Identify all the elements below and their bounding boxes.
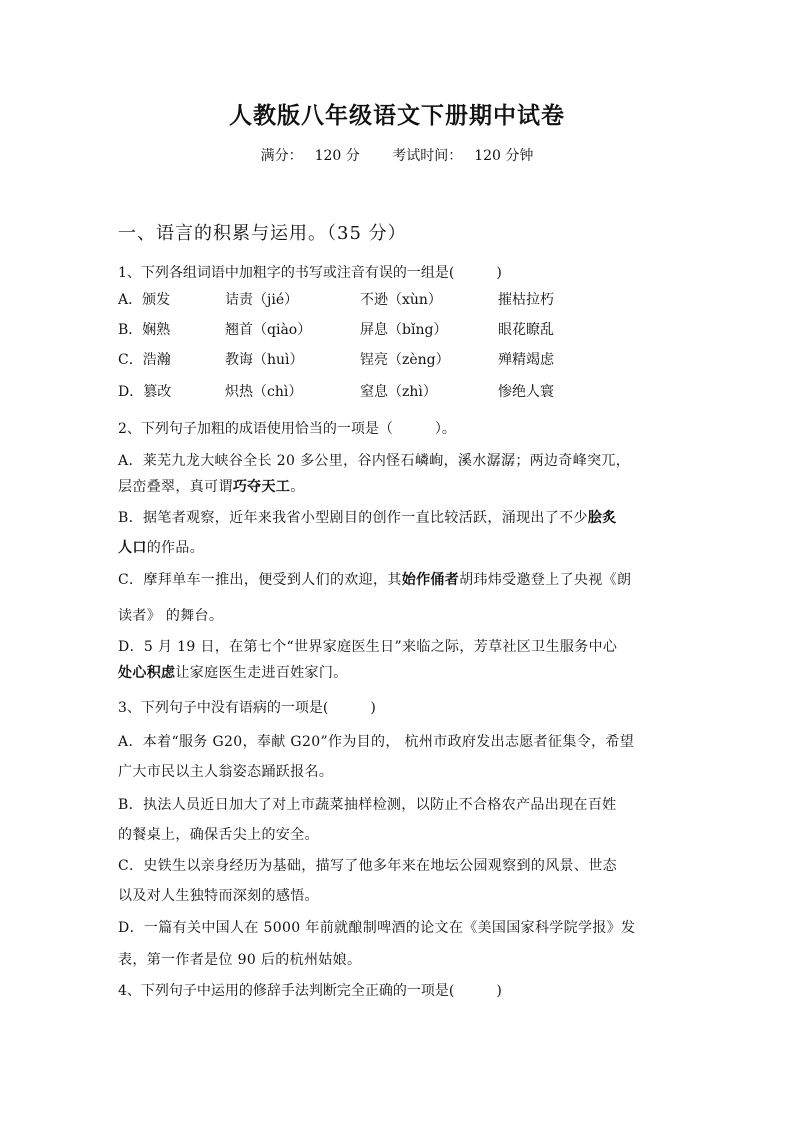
question-3-option-b-line2: 的餐桌上，确保舌尖上的安全。 bbox=[118, 827, 319, 843]
question-2-stem: 2、下列句子加粗的成语使用恰当的一项是（ ）。 bbox=[118, 421, 456, 437]
word-item: 诘责（jié） bbox=[225, 292, 299, 308]
option-label: A．颁发 bbox=[118, 292, 171, 308]
question-2-option-b-line2 bbox=[118, 537, 204, 557]
question-4-stem: 4、下列句子中运用的修辞手法判断完全正确的一项是( ) bbox=[118, 983, 502, 999]
question-3-option-a-line1: A．本着“服务 G20，奉献 G20”作为目的， 杭州市政府发出志愿者征集令，希望 bbox=[118, 734, 635, 750]
question-3-option-a-line2: 广大市民以主人翁姿态踊跃报名。 bbox=[118, 764, 334, 780]
word-item: 屏息（bǐng） bbox=[360, 322, 448, 338]
text: 的作品。 bbox=[146, 540, 205, 556]
bold-idiom: 人口 bbox=[118, 540, 147, 556]
word-item: 锃亮（zèng） bbox=[360, 352, 450, 368]
question-1-row-d bbox=[118, 381, 678, 401]
question-3-option-b-line1: B．执法人员近日加大了对上市蔬菜抽样检测，以防止不合格农产品出现在百姓 bbox=[118, 797, 617, 813]
question-2-option-d-line2 bbox=[118, 662, 348, 682]
text: 胡玮炜受邀登上了央视《朗 bbox=[459, 572, 632, 588]
word-item: 不逊（xùn） bbox=[360, 292, 442, 308]
word-item: 炽热（chì） bbox=[225, 384, 303, 400]
question-1-row-c bbox=[118, 349, 678, 369]
bold-idiom: 处心积虑 bbox=[118, 665, 176, 681]
section-heading: 一、语言的积累与运用。（35 分） bbox=[118, 223, 407, 244]
option-label: D．篡改 bbox=[118, 384, 172, 400]
word-item: 翘首（qiào） bbox=[225, 322, 312, 338]
page-title: 人教版八年级语文下册期中试卷 bbox=[229, 103, 565, 129]
text: B．据笔者观察，近年来我省小型剧目的创作一直比较活跃，涌现出了不少 bbox=[118, 510, 588, 526]
word-item: 摧枯拉朽 bbox=[498, 292, 554, 308]
text: 层峦叠翠，真可谓 bbox=[118, 479, 233, 495]
question-1-stem: 1、下列各组词语中加粗字的书写或注音有误的一组是( ) bbox=[118, 265, 502, 281]
question-3-stem: 3、下列句子中没有语病的一项是( ) bbox=[118, 700, 376, 716]
word-item: 殚精竭虑 bbox=[498, 352, 554, 368]
question-1-row-a bbox=[118, 289, 678, 309]
question-2-option-b-line1 bbox=[118, 507, 617, 527]
question-3-option-c-line2: 以及对人生独特而深刻的感悟。 bbox=[118, 888, 319, 904]
question-3-option-c-line1: C．史铁生以亲身经历为基础，描写了他多年来在地坛公园观察到的风景、世态 bbox=[118, 858, 617, 874]
time-value: 120 分钟 bbox=[474, 148, 534, 164]
score-value: 120 分 bbox=[314, 148, 360, 164]
question-3-option-d-line1: D．一篇有关中国人在 5000 年前就酿制啤酒的论文在《美国国家科学院学报》发 bbox=[118, 920, 636, 936]
question-3-option-d-line2: 表，第一作者是位 90 后的杭州姑娘。 bbox=[118, 952, 362, 968]
bold-idiom: 巧夺天工 bbox=[232, 479, 291, 495]
text: 让家庭医生走进百姓家门。 bbox=[175, 665, 348, 681]
word-item: 眼花瞭乱 bbox=[498, 322, 554, 338]
word-item: 惨绝人寰 bbox=[498, 384, 554, 400]
option-label: C．浩瀚 bbox=[118, 352, 171, 368]
time-label: 考试时间： bbox=[392, 148, 463, 164]
bold-idiom: 脍炙 bbox=[587, 510, 617, 526]
question-2-option-a-line2 bbox=[118, 476, 305, 496]
bold-idiom: 始作俑者 bbox=[401, 572, 460, 588]
question-2-option-a-line1: A．莱芜九龙大峡谷全长 20 多公里，谷内怪石嶙峋，溪水潺潺；两边奇峰突兀， bbox=[118, 453, 631, 469]
option-label: B．娴熟 bbox=[118, 322, 171, 338]
text: C．摩拜单车一推出，便受到人们的欢迎，其 bbox=[118, 572, 402, 588]
word-item: 窒息（zhì） bbox=[360, 384, 437, 400]
score-label: 满分： bbox=[260, 148, 303, 164]
question-2-option-c-line2: 读者》 的舞台。 bbox=[118, 608, 224, 624]
text: 。 bbox=[290, 479, 305, 495]
question-1-row-b bbox=[118, 319, 678, 339]
question-2-option-d-line1: D．5 月 19 日，在第七个“世界家庭医生日”来临之际，芳草社区卫生服务中心 bbox=[118, 639, 618, 655]
exam-meta bbox=[0, 145, 794, 165]
question-2-option-c-line1 bbox=[118, 569, 631, 589]
word-item: 教诲（huì） bbox=[225, 352, 304, 368]
